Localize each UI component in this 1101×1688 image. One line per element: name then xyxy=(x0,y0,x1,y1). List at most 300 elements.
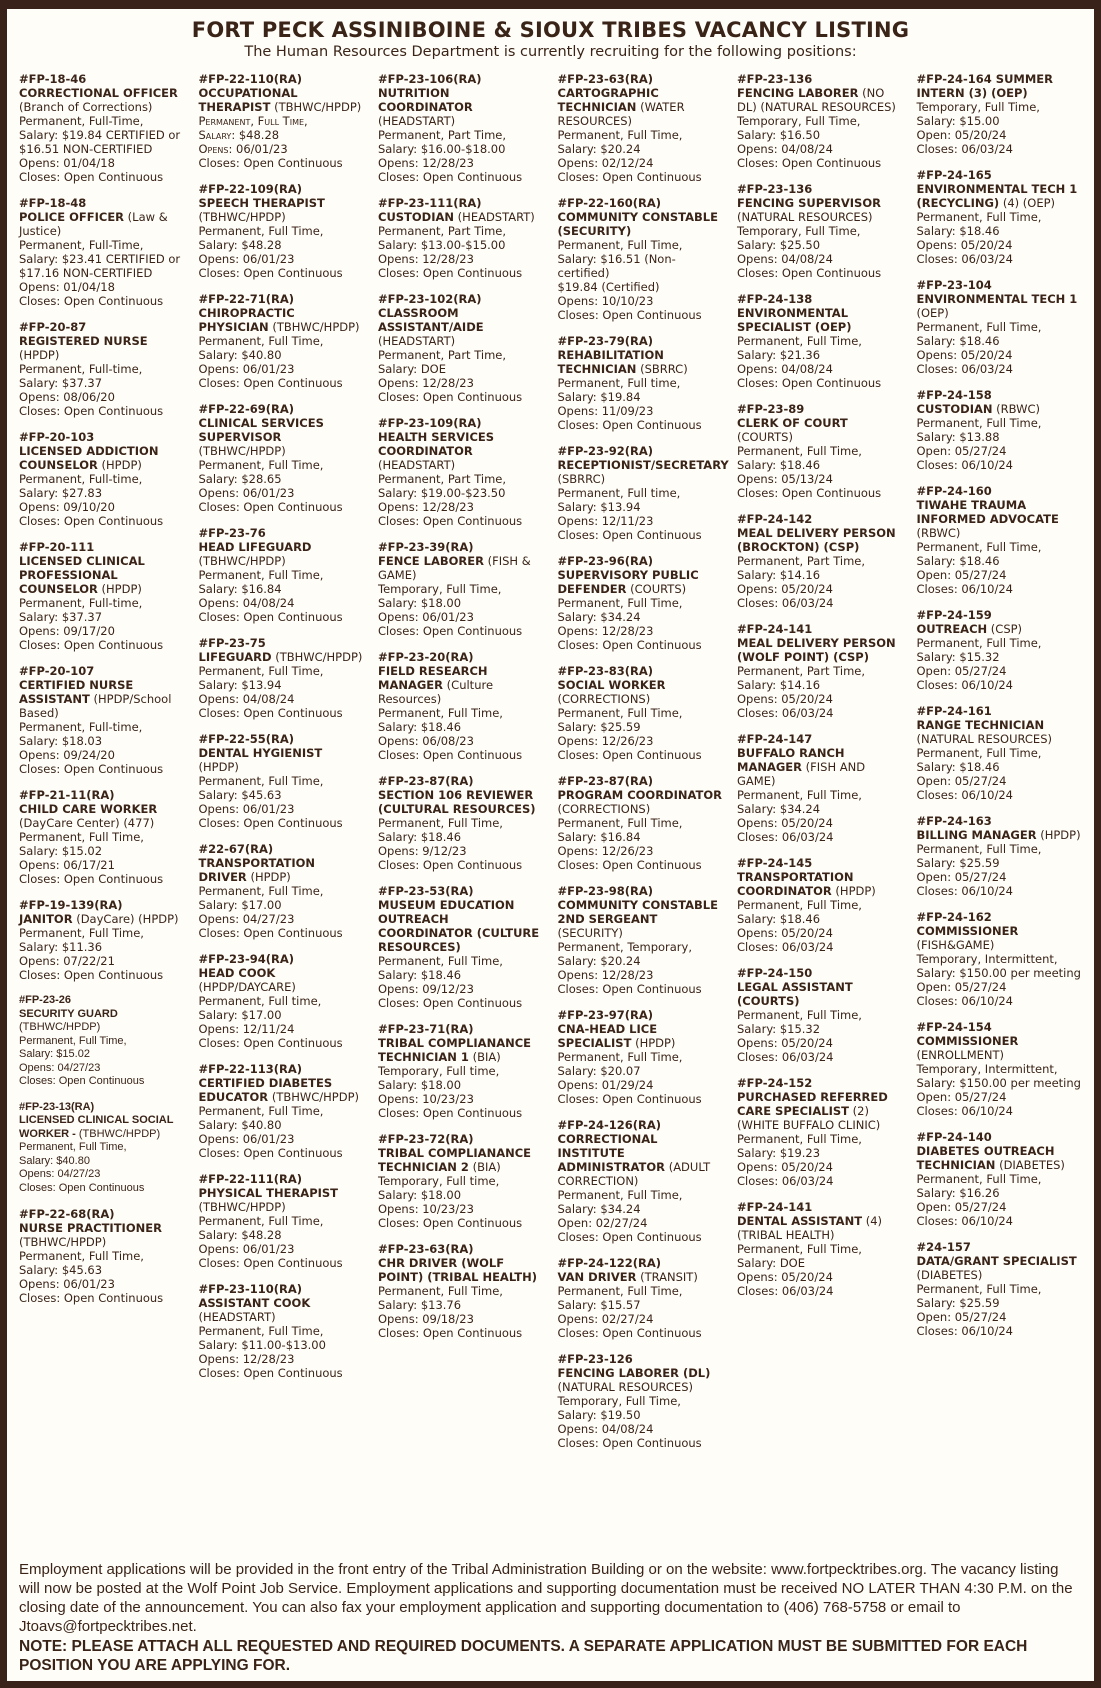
job-department: (HPDP) xyxy=(97,582,142,596)
job-detail: Closes: 06/03/24 xyxy=(737,1174,834,1188)
job-detail: Open: 05/27/24 xyxy=(916,1200,1007,1214)
job-detail: Salary: $18.03 xyxy=(19,734,103,748)
job-detail: Salary: $48.28 xyxy=(198,1228,282,1242)
job-heading xyxy=(19,994,185,1035)
job-detail: Permanent, Full Time, xyxy=(916,842,1042,856)
job-detail: Closes: Open Continuous xyxy=(19,1291,164,1305)
job-listing xyxy=(19,1101,185,1196)
job-listing xyxy=(199,402,365,514)
job-detail: Opens: 04/27/23 xyxy=(19,1168,101,1180)
job-department: (HPDP) xyxy=(831,884,876,898)
job-detail: Closes: Open Continuous xyxy=(378,514,523,528)
job-detail: Opens: 02/12/24 xyxy=(557,156,654,170)
job-listing xyxy=(737,1076,903,1188)
job-listing xyxy=(378,1022,544,1120)
job-detail: Closes: Open Continuous xyxy=(19,968,164,982)
job-detail: Permanent, Full Time, xyxy=(557,816,683,830)
job-id: #FP-24-163 xyxy=(916,814,992,828)
job-listing xyxy=(199,72,365,170)
job-detail: Closes: Open Continuous xyxy=(557,308,702,322)
job-detail: Salary: $18.46 xyxy=(916,334,1000,348)
job-heading xyxy=(917,72,1083,100)
job-title: TRIBAL COMPLIANANCE TECHNICIAN 2 xyxy=(378,1146,532,1174)
job-heading xyxy=(199,292,365,334)
job-detail: Permanent, Full Time, xyxy=(916,540,1042,554)
job-detail: Opens: 12/26/23 xyxy=(557,844,654,858)
job-heading xyxy=(558,334,724,376)
job-detail: Permanent, Part Time, xyxy=(737,554,866,568)
job-detail: Permanent, Full Time, xyxy=(19,926,144,940)
job-title: CERTIFIED DIABETES EDUCATOR xyxy=(198,1076,333,1104)
job-title: COMMISSIONER xyxy=(916,1034,1019,1048)
job-detail: Salary: $34.24 xyxy=(557,610,641,624)
job-heading xyxy=(737,732,903,788)
job-id: #FP-24-152 xyxy=(737,1076,813,1090)
job-detail: Permanent, Full Time, xyxy=(737,1008,862,1022)
job-id: #FP-23-111(RA) xyxy=(378,196,482,210)
job-department: (Law & Justice) xyxy=(19,210,168,238)
job-department: (OEP) xyxy=(916,306,949,320)
job-id: #FP-20-103 xyxy=(19,430,95,444)
job-detail: Opens: 12/28/23 xyxy=(557,624,654,638)
job-detail: Salary: $18.00 xyxy=(378,1078,462,1092)
job-listing xyxy=(199,1062,365,1160)
job-title: FENCING LABORER xyxy=(737,86,859,100)
job-heading xyxy=(199,1062,365,1104)
job-detail: Opens: 09/17/20 xyxy=(19,624,115,638)
job-detail: Salary: $19.00-$23.50 xyxy=(378,486,506,500)
job-title: CNA-HEAD LICE SPECIALIST xyxy=(557,1022,658,1050)
job-title: DENTAL ASSISTANT xyxy=(737,1214,863,1228)
job-detail: Open: 02/27/24 xyxy=(557,1216,648,1230)
job-detail: Permanent, Part Time, xyxy=(378,472,507,486)
column-5 xyxy=(737,72,903,1556)
job-detail: Closes: Open Continuous xyxy=(557,1436,702,1450)
job-detail: Opens: 12/28/23 xyxy=(198,1352,295,1366)
job-detail: Closes: 06/10/24 xyxy=(916,1324,1013,1338)
job-title: VAN DRIVER xyxy=(557,1270,637,1284)
job-title: COMMUNITY CONSTABLE 2ND SERGEANT xyxy=(557,898,718,926)
job-detail: Opens: 11/09/23 xyxy=(557,404,654,418)
job-detail: Opens: 05/20/24 xyxy=(916,238,1013,252)
job-department: (HPDP) xyxy=(246,870,291,884)
job-detail: Temporary, Intermittent, xyxy=(916,952,1058,966)
job-listing xyxy=(558,72,724,184)
job-department: (CORRECTIONS) xyxy=(557,802,651,816)
job-listing xyxy=(737,1200,903,1298)
job-heading xyxy=(378,884,544,954)
job-detail: Salary: $18.00 xyxy=(378,1188,462,1202)
job-listing xyxy=(199,842,365,940)
job-detail: Closes: Open Continuous xyxy=(198,816,343,830)
job-id: #FP-24-154 xyxy=(916,1020,992,1034)
job-title: TIWAHE TRAUMA INFORMED ADVOCATE xyxy=(916,498,1059,526)
job-detail: Permanent, Full Time, xyxy=(557,128,683,142)
job-title: CARTOGRAPHIC TECHNICIAN xyxy=(557,86,659,114)
job-heading xyxy=(558,1352,724,1394)
job-heading xyxy=(378,1132,544,1174)
job-detail: Permanent, Full Time, xyxy=(378,706,503,720)
job-detail: Opens: 12/28/23 xyxy=(557,968,654,982)
job-detail: Opens: 10/10/23 xyxy=(557,294,654,308)
job-id: #FP-23-136 xyxy=(737,182,813,196)
job-title: HEAD COOK xyxy=(198,966,276,980)
job-detail: Salary: $18.46 xyxy=(916,224,1000,238)
job-heading xyxy=(917,608,1083,636)
job-detail: Closes: Open Continuous xyxy=(557,1092,702,1106)
job-listing xyxy=(558,1352,724,1450)
job-detail: Salary: $16.51 (Non-certified) xyxy=(557,252,676,280)
job-id: #FP-24-165 xyxy=(916,168,992,182)
job-heading xyxy=(199,636,365,664)
job-detail: Closes: Open Continuous xyxy=(19,170,164,184)
job-detail: Salary: $18.00 xyxy=(378,596,462,610)
job-detail: Salary: $150.00 per meeting xyxy=(916,966,1081,980)
job-detail: Permanent, Full-Time, Salary: $19.84 CERTIFIED or $16.51 NON-CERTIFIED xyxy=(19,114,181,156)
job-id: #FP-24-158 xyxy=(916,388,992,402)
job-detail: Opens: 08/06/20 xyxy=(19,390,115,404)
job-title: FENCE LABORER xyxy=(378,554,484,568)
job-detail: Closes: Open Continuous xyxy=(19,1181,145,1194)
job-heading xyxy=(737,966,903,1008)
job-heading xyxy=(199,72,365,114)
job-detail: Salary: $11.36 xyxy=(19,940,103,954)
job-listing xyxy=(19,898,185,982)
job-detail: Open: 05/27/24 xyxy=(916,1310,1007,1324)
job-detail: Closes: Open Continuous xyxy=(19,514,164,528)
job-department: (TBHWC/HPDP) xyxy=(268,1090,360,1104)
job-title: CUSTODIAN xyxy=(916,402,993,416)
job-detail: Permanent, Full Time, xyxy=(378,816,503,830)
job-detail: Temporary, Full time, xyxy=(378,1064,500,1078)
job-detail: Permanent, Full Time, xyxy=(916,210,1042,224)
column-6 xyxy=(917,72,1083,1556)
job-heading xyxy=(19,664,185,720)
job-detail: Permanent, Full Time, xyxy=(198,1104,324,1118)
job-id: #FP-24-164 xyxy=(916,72,996,86)
job-title: PURCHASED REFERRED CARE SPECIALIST xyxy=(737,1090,888,1118)
job-detail: Salary: $18.46 xyxy=(916,760,1000,774)
job-heading xyxy=(737,622,903,664)
job-title: CORRECTIONAL INSTITUTE ADMINISTRATOR xyxy=(557,1132,666,1174)
job-title: REGISTERED NURSE xyxy=(19,334,148,348)
job-id: #FP-22-55(RA) xyxy=(198,732,295,746)
job-department: (TBHWC/HPDP) xyxy=(268,320,360,334)
job-department: (DIABETES) xyxy=(995,1158,1065,1172)
job-detail: Salary: $20.24 xyxy=(557,954,641,968)
job-detail: Salary: $20.24 xyxy=(557,142,641,156)
job-detail: Closes: Open Continuous xyxy=(557,858,702,872)
job-id: #FP-24-147 xyxy=(737,732,813,746)
job-title: CHIROPRACTIC PHYSICIAN xyxy=(198,306,295,334)
job-detail: Permanent, Full Time, xyxy=(19,1249,144,1263)
job-id: #FP-24-141 xyxy=(737,1200,813,1214)
job-detail: Opens: 05/20/24 xyxy=(737,692,833,706)
job-detail: Opens: 04/08/24 xyxy=(737,362,833,376)
job-id: #FP-23-39(RA) xyxy=(378,540,474,554)
job-detail: Salary: $19.84 xyxy=(557,390,641,404)
job-department: (SBRRC) xyxy=(557,472,606,486)
job-title: DENTAL HYGIENIST xyxy=(198,746,323,760)
job-department: (4) (OEP) xyxy=(999,196,1056,210)
job-detail: Closes: 06/03/24 xyxy=(737,706,834,720)
job-detail: Opens: 06/01/23 xyxy=(198,362,295,376)
job-detail: Closes: 06/03/24 xyxy=(916,142,1013,156)
job-heading xyxy=(19,898,185,926)
job-detail: Closes: Open Continuous xyxy=(19,872,164,886)
job-title: SOCIAL WORKER xyxy=(557,678,666,692)
job-detail: Salary: $16.50 xyxy=(737,128,821,142)
job-title: POLICE OFFICER xyxy=(19,210,125,224)
job-title: LIFEGUARD xyxy=(198,650,272,664)
job-heading xyxy=(558,554,724,596)
job-detail: Opens: 06/01/23 xyxy=(198,142,288,156)
job-title: ENVIRONMENTAL TECH 1 xyxy=(916,292,1078,306)
job-detail: Closes: 06/03/24 xyxy=(916,252,1013,266)
job-detail: Salary: $40.80 xyxy=(19,1154,90,1167)
job-heading xyxy=(558,72,724,128)
job-detail: Salary: $15.32 xyxy=(737,1022,821,1036)
job-title: PHYSICAL THERAPIST xyxy=(198,1186,339,1200)
job-detail: Opens: 05/13/24 xyxy=(737,472,833,486)
job-id: #FP-18-46 xyxy=(19,72,87,86)
job-department: (TBHWC/HPDP) xyxy=(19,1021,101,1033)
job-detail: Closes: Open Continuous xyxy=(378,996,523,1010)
job-title: REHABILITATION TECHNICIAN xyxy=(557,348,664,376)
job-heading xyxy=(378,540,544,582)
job-detail: Closes: Open Continuous xyxy=(19,404,164,418)
job-detail: Closes: Open Continuous xyxy=(198,706,343,720)
job-detail: Closes: 06/10/24 xyxy=(916,994,1013,1008)
job-id: #FP-20-87 xyxy=(19,320,87,334)
job-detail: Permanent, Full Time, xyxy=(198,774,324,788)
job-heading xyxy=(557,444,729,486)
job-department: (WATER RESOURCES) xyxy=(557,100,685,128)
job-department: (COURTS) xyxy=(737,430,793,444)
job-detail: Closes: Open Continuous xyxy=(198,1036,343,1050)
job-detail: Salary: $17.00 xyxy=(198,898,282,912)
job-detail: Permanent, Full Time, xyxy=(916,746,1042,760)
job-listing xyxy=(19,788,185,886)
job-department: (NATURAL RESOURCES) xyxy=(557,1380,693,1394)
job-id: #FP-23-89 xyxy=(737,402,805,416)
job-detail: Opens: 04/08/24 xyxy=(737,142,833,156)
job-title: HEAD LIFEGUARD xyxy=(198,540,312,554)
job-detail: Salary: $25.59 xyxy=(916,856,1000,870)
job-detail: Opens: 06/01/23 xyxy=(378,610,474,624)
job-department: (HPDP) xyxy=(19,348,60,362)
job-title: TRANSPORTATION DRIVER xyxy=(198,856,316,884)
job-id: #FP-24-161 xyxy=(916,704,992,718)
job-detail: Permanent, Full time, xyxy=(557,486,681,500)
job-detail: Closes: Open Continuous xyxy=(19,294,164,308)
job-listing xyxy=(378,650,544,762)
job-detail: Permanent, Full Time, xyxy=(557,596,683,610)
job-heading xyxy=(199,526,365,568)
job-detail: Opens: 01/29/24 xyxy=(557,1078,654,1092)
job-department: (HEADSTART) xyxy=(378,458,456,472)
page-header xyxy=(7,9,1094,62)
job-title: CLASSROOM ASSISTANT/AIDE xyxy=(378,306,484,334)
job-detail: Closes: 06/10/24 xyxy=(916,884,1013,898)
job-id: #FP-22-110(RA) xyxy=(198,72,303,86)
job-detail: Closes: Open Continuous xyxy=(378,266,523,280)
job-detail: Opens: 06/17/21 xyxy=(19,858,115,872)
job-listing xyxy=(737,622,903,720)
job-id: #FP-23-83(RA) xyxy=(557,664,654,678)
job-id: #FP-23-53(RA) xyxy=(378,884,474,898)
job-heading xyxy=(917,1130,1083,1172)
job-heading xyxy=(199,952,365,994)
job-department: (BIA) xyxy=(468,1050,501,1064)
job-detail: Opens: 12/28/23 xyxy=(378,500,474,514)
job-detail: Closes: 06/03/24 xyxy=(737,1050,834,1064)
job-listing xyxy=(917,814,1083,898)
job-department: (HPDP) xyxy=(198,760,239,774)
job-title: MUSEUM EDUCATION OUTREACH COORDINATOR (CULTURE RESOURCES) xyxy=(378,898,540,954)
job-detail: Closes: Open Continuous xyxy=(557,638,702,652)
job-detail: Opens: 04/08/24 xyxy=(737,252,833,266)
job-detail: Opens: 05/20/24 xyxy=(916,348,1013,362)
job-heading xyxy=(199,1172,365,1214)
job-listing xyxy=(917,704,1083,802)
job-detail: Closes: Open Continuous xyxy=(557,418,702,432)
job-id: #FP-23-97(RA) xyxy=(557,1008,654,1022)
job-title: CLERK OF COURT xyxy=(737,416,848,430)
job-detail: Closes: Open Continuous xyxy=(557,528,702,542)
job-heading xyxy=(378,774,544,816)
job-id: #22-67(RA) xyxy=(198,842,274,856)
job-detail: Opens: 05/20/24 xyxy=(737,1160,833,1174)
job-detail: Opens: 06/01/23 xyxy=(198,252,295,266)
job-id: #FP-22-109(RA) xyxy=(198,182,303,196)
job-heading xyxy=(737,72,903,114)
job-listing xyxy=(199,1172,365,1270)
job-detail: Closes: Open Continuous xyxy=(378,390,523,404)
job-title: MEAL DELIVERY PERSON (WOLF POINT) (CSP) xyxy=(737,636,896,664)
job-detail: Salary: $15.32 xyxy=(916,650,1000,664)
job-detail: Closes: Open Continuous xyxy=(557,170,702,184)
job-detail: Salary: $48.28 xyxy=(198,128,280,142)
job-detail: Closes: 06/10/24 xyxy=(916,788,1013,802)
job-detail: Closes: Open Continuous xyxy=(737,376,882,390)
job-detail: Opens: 12/26/23 xyxy=(557,734,654,748)
job-detail: Opens: 10/23/23 xyxy=(378,1092,474,1106)
job-title: CLINICAL SERVICES SUPERVISOR xyxy=(198,416,324,444)
job-detail: Permanent, Full Time, xyxy=(737,1132,862,1146)
job-heading xyxy=(199,402,365,458)
job-heading xyxy=(737,402,903,444)
job-detail: Permanent, Full Time, xyxy=(198,664,324,678)
job-detail: Opens: 06/01/23 xyxy=(198,1132,295,1146)
job-listing xyxy=(378,72,544,184)
job-id: #FP-22-68(RA) xyxy=(19,1207,115,1221)
job-detail: Closes: Open Continuous xyxy=(737,156,882,170)
job-detail: Permanent, Full Time, xyxy=(557,1188,683,1202)
job-listing xyxy=(378,884,544,1010)
job-detail: Salary: $16.84 xyxy=(557,830,641,844)
job-detail: Permanent, Temporary, xyxy=(557,940,692,954)
job-id: #FP-23-76 xyxy=(198,526,266,540)
job-heading xyxy=(558,884,724,940)
job-detail: Closes: Open Continuous xyxy=(198,1256,343,1270)
job-title: CUSTODIAN xyxy=(378,210,455,224)
footer-paragraph: Employment applications will be provided in the front entry of the Tribal Administration Building or on the website: www.fortpecktribes.org. The vacancy listing will now be posted at the Wolf Point Job Service. Employment applications and supporting documentation must be received NO LATER THAN 4:30 P.M. on the closing date of the announcement. You can also fax your employment application and supporting documentation to (406) 768-5758 or email to Jtoavs@fortpecktribes.net. xyxy=(19,1561,1073,1635)
job-detail: Open: 05/27/24 xyxy=(916,664,1007,678)
job-detail: Salary: $37.37 xyxy=(19,610,103,624)
job-id: #FP-23-98(RA) xyxy=(557,884,654,898)
job-title: FENCING SUPERVISOR xyxy=(737,196,881,210)
job-detail: Open: 05/27/24 xyxy=(916,568,1007,582)
job-detail: $19.84 (Certified) xyxy=(557,280,660,294)
job-heading xyxy=(558,1256,724,1284)
job-heading xyxy=(378,292,544,348)
job-detail: Salary: $15.02 xyxy=(19,1048,90,1060)
job-detail: Opens: 05/20/24 xyxy=(737,816,833,830)
job-detail: Closes: Open Continuous xyxy=(378,1326,523,1340)
job-detail: Opens: 06/01/23 xyxy=(19,1277,115,1291)
job-department: (SECURITY) xyxy=(557,926,623,940)
job-detail: Opens: 04/08/24 xyxy=(198,596,295,610)
job-listing xyxy=(917,1020,1083,1118)
job-id: #FP-19-139(RA) xyxy=(19,898,123,912)
job-detail: Permanent, Part Time, xyxy=(378,128,507,142)
job-detail: Temporary, Full Time, xyxy=(916,100,1040,114)
job-listing xyxy=(199,1282,365,1380)
job-listing xyxy=(378,1132,544,1230)
job-detail: Opens: 05/20/24 xyxy=(737,1036,833,1050)
job-listing xyxy=(19,994,185,1089)
job-listing xyxy=(19,540,185,652)
job-detail: Permanent, Full Time, xyxy=(198,1214,324,1228)
job-department: (NO DL) (NATURAL RESOURCES) xyxy=(737,86,896,114)
page-footer xyxy=(7,1556,1094,1681)
job-detail: Opens: 04/27/23 xyxy=(19,1061,101,1074)
job-id: #FP-23-87(RA) xyxy=(378,774,474,788)
job-detail: Permanent, Full Time, xyxy=(557,1284,683,1298)
job-detail: Temporary, Full time, xyxy=(378,1174,500,1188)
job-detail: Salary: $16.26 xyxy=(916,1186,1000,1200)
job-detail: Salary: $18.46 xyxy=(378,720,462,734)
job-listing xyxy=(199,636,365,720)
job-listing xyxy=(917,1130,1083,1228)
job-title: SPEECH THERAPIST xyxy=(198,196,325,210)
job-id: #FP-23-79(RA) xyxy=(557,334,654,348)
job-detail: Salary: DOE xyxy=(378,362,446,376)
job-id: #FP-22-69(RA) xyxy=(198,402,295,416)
job-detail: Closes: 06/10/24 xyxy=(916,678,1013,692)
job-listing xyxy=(737,182,903,280)
job-detail: Open: 05/27/24 xyxy=(916,870,1007,884)
job-detail: Temporary, Full Time, xyxy=(378,582,502,596)
job-listing xyxy=(558,774,724,872)
job-heading xyxy=(917,168,1083,210)
job-id: #FP-24-159 xyxy=(916,608,992,622)
job-detail: Salary: $13.94 xyxy=(557,500,641,514)
job-id: #FP-23-102(RA) xyxy=(378,292,482,306)
job-detail: Permanent, Part Time, xyxy=(737,664,866,678)
job-heading xyxy=(199,842,365,884)
job-detail: Salary: $25.59 xyxy=(916,1296,1000,1310)
job-title: RANGE TECHNICIAN xyxy=(916,718,1045,732)
job-listing xyxy=(378,1242,544,1340)
job-detail: Closes: 06/03/24 xyxy=(737,830,834,844)
job-title: SUMMER INTERN (3) (OEP) xyxy=(916,72,1054,100)
job-id: #FP-23-72(RA) xyxy=(378,1132,474,1146)
job-heading xyxy=(558,1008,724,1050)
job-heading xyxy=(19,1101,185,1142)
job-listing xyxy=(378,416,544,528)
